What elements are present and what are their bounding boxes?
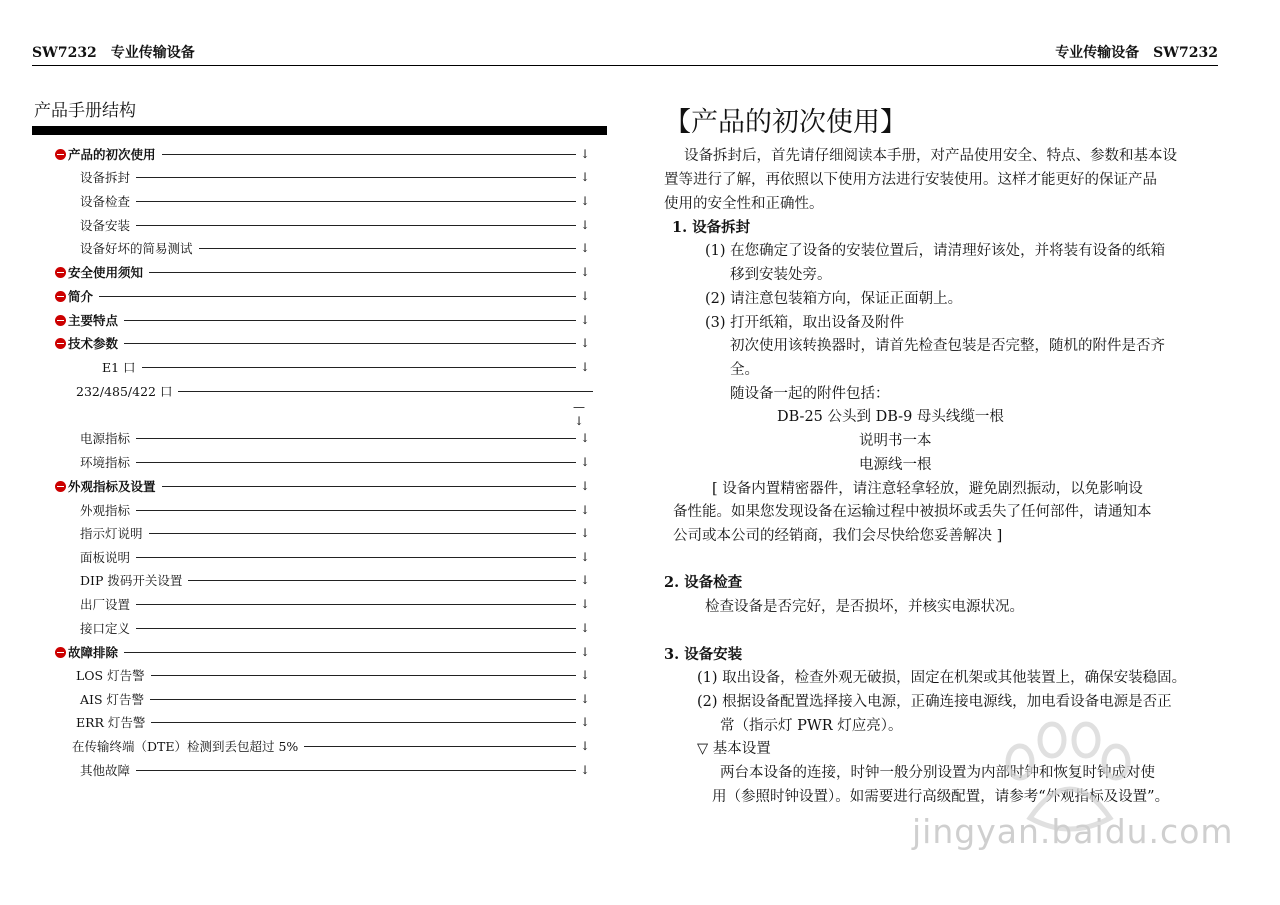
toc-page-arrow: ↓ [580,265,591,279]
toc-item-label: 在传输终端（DTE）检测到丢包超过 5% [72,739,299,754]
header-right: 专业传输设备 SW7232 [1055,45,1218,61]
toc-item-label: 面板说明 [80,550,131,565]
toc-title: 产品手册结构 [34,101,136,121]
toc-item-label: 设备检查 [80,194,131,209]
toc-page-arrow: ↓ [580,455,591,469]
s1-accessory-2: 说明书一本 [859,433,932,449]
s3-item-1: (1) 取出设备，检查外观无破损，固定在机架或其他装置上，确保安装稳固。 [697,670,1187,686]
s3-item-2a: (2) 根据设备配置选择接入电源，正确连接电源线，加电看设备电源是否正 [697,694,1172,710]
toc-leader-line [99,296,576,297]
s3-basic-line-1: 两台本设备的连接，时钟一般分别设置为内部时钟和恢复时钟成对使 [720,765,1155,781]
s3-basic-title: ▽ 基本设置 [697,741,771,757]
header-left: SW7232 专业传输设备 [32,45,195,61]
toc-leader-line [162,486,576,487]
toc-item[interactable] [76,400,590,428]
toc-item-label: LOS 灯告警 [76,668,145,683]
section-1-title: 1. 设备拆封 [672,219,751,236]
toc-leader-line [136,225,576,226]
toc-leader-line [136,462,576,463]
toc-leader-line [136,628,576,629]
toc-item[interactable] [55,262,590,282]
toc-item-label: 简介 [68,289,94,304]
s1-item-1b: 移到安装处旁。 [730,267,832,283]
s1-note-3: 公司或本公司的经销商，我们会尽快给您妥善解决 ] [673,528,1003,544]
toc-item-label: DIP 拨码开关设置 [80,573,183,588]
toc-leader-line [142,367,576,368]
toc-page-arrow: ↓ [580,621,591,635]
toc-leader-line [151,722,576,723]
collapse-minus-icon[interactable] [55,315,66,326]
toc-leader-line [188,580,576,581]
toc-item[interactable] [80,689,590,709]
toc-item[interactable] [80,167,590,187]
toc-leader-line [124,320,576,321]
s1-item-3b: 全。 [730,362,759,378]
s3-basic-line-2: 用（参照时钟设置）。如需要进行高级配置，请参考“外观指标及设置”。 [712,789,1170,805]
toc-item-label: E1 口 [102,360,136,375]
toc-item-label: 外观指标及设置 [68,479,156,494]
toc-leader-line [136,201,576,202]
s1-item-3a: 初次使用该转换器时，请首先检查包装是否完整，随机的附件是否齐 [730,338,1165,354]
toc-item-label: 外观指标 [80,503,131,518]
s1-note-2: 备性能。如果您发现设备在运输过程中被损坏或丢失了任何部件，请通知本 [673,504,1152,520]
collapse-minus-icon[interactable] [55,291,66,302]
toc-page-arrow: ↓ [580,739,591,753]
toc-item-label: 安全使用须知 [68,265,144,280]
toc-title-bar [32,126,607,135]
collapse-minus-icon[interactable] [55,338,66,349]
toc-item[interactable] [55,333,590,353]
toc-item-label: 电源指标 [80,431,131,446]
toc-leader-line [304,746,576,747]
toc-item[interactable] [55,476,590,496]
toc-leader-line [151,675,576,676]
toc-leader-line [150,699,576,700]
toc-leader-line [136,438,576,439]
header-divider [32,65,1218,66]
toc-page-arrow: ↓ [580,503,591,517]
toc-leader-line [136,510,576,511]
toc-page-arrow: —↓ [573,400,585,428]
intro-line-2: 置等进行了解，再依照以下使用方法进行安装使用。这样才能更好的保证产品 [664,172,1157,188]
s1-item-3: (3) 打开纸箱，取出设备及附件 [705,315,905,331]
toc-item[interactable] [76,381,593,401]
toc-leader-line [136,177,576,178]
intro-line-1: 设备拆封后，首先请仔细阅读本手册，对产品使用安全、特点、参数和基本设 [684,148,1177,164]
toc-page-arrow: ↓ [580,479,591,493]
toc-item[interactable] [80,191,590,211]
toc-item[interactable] [80,760,590,780]
toc-item-label: 232/485/422 口 [76,384,173,399]
toc-item-label: 出厂设置 [80,597,131,612]
toc-item[interactable] [80,570,590,590]
collapse-minus-icon[interactable] [55,481,66,492]
toc-page-arrow: ↓ [580,526,591,540]
toc-page-arrow: ↓ [580,336,591,350]
collapse-minus-icon[interactable] [55,267,66,278]
toc-page-arrow: ↓ [580,763,591,777]
toc-item-label: 设备安装 [80,218,131,233]
toc-item-label: 主要特点 [68,313,119,328]
s1-note-1: [ 设备内置精密器件，请注意轻拿轻放，避免剧烈振动，以免影响设 [712,481,1143,497]
toc-leader-line [162,154,576,155]
toc-item[interactable] [80,500,590,520]
s1-accessory-3: 电源线一根 [859,457,932,473]
toc-item[interactable] [80,238,590,258]
toc-item-label: AIS 灯告警 [80,692,145,707]
toc-item[interactable] [80,594,590,614]
toc-leader-line [124,343,576,344]
toc-page-arrow: ↓ [580,573,591,587]
toc-item[interactable] [55,144,590,164]
toc-page-arrow: ↓ [580,241,591,255]
toc-leader-line [178,391,593,392]
toc-leader-line [136,557,576,558]
toc-item[interactable] [80,452,590,472]
intro-line-3: 使用的安全性和正确性。 [664,196,824,212]
toc-item-label: ERR 灯告警 [76,715,146,730]
toc-leader-line [124,652,576,653]
toc-page-arrow: ↓ [580,550,591,564]
toc-page-arrow: ↓ [580,715,591,729]
toc-page-arrow: ↓ [580,597,591,611]
section-2-title: 2. 设备检查 [664,574,743,591]
toc-item[interactable] [80,215,590,235]
toc-leader-line [136,604,576,605]
s3-item-2b: 常（指示灯 PWR 灯应亮）。 [720,718,903,734]
page-title: 【产品的初次使用】 [664,107,907,138]
toc-page-arrow: ↓ [580,289,591,303]
toc-item[interactable] [55,310,590,330]
toc-item-label: 设备好坏的简易测试 [80,241,193,256]
toc-leader-line [149,533,576,534]
toc-item[interactable] [102,357,590,377]
toc-item-label: 故障排除 [68,645,119,660]
toc-item[interactable] [72,736,590,756]
toc-item[interactable] [80,618,590,638]
toc-item-label: 指示灯说明 [80,526,143,541]
toc-page-arrow: ↓ [580,692,591,706]
toc-item[interactable] [55,642,590,662]
toc-page-arrow: ↓ [580,147,591,161]
toc-item-label: 接口定义 [80,621,131,636]
toc-item[interactable] [76,712,590,732]
toc-page-arrow: ↓ [580,313,591,327]
toc-page-arrow: ↓ [580,431,591,445]
toc-page-arrow: ↓ [580,360,591,374]
toc-item[interactable] [55,286,590,306]
toc-item-label: 设备拆封 [80,170,131,185]
s1-item-2: (2) 请注意包装箱方向，保证正面朝上。 [705,291,963,307]
toc-leader-line [199,248,576,249]
toc-item[interactable] [80,547,590,567]
s1-item-1a: (1) 在您确定了设备的安装位置后，请清理好该处，并将装有设备的纸箱 [705,243,1166,259]
toc-item[interactable] [80,428,590,448]
toc-page-arrow: ↓ [580,194,591,208]
toc-page-arrow: ↓ [580,218,591,232]
toc-leader-line [149,272,576,273]
toc-item[interactable] [76,665,590,685]
toc-item[interactable] [80,523,590,543]
collapse-minus-icon[interactable] [55,647,66,658]
toc-page-arrow: ↓ [580,170,591,184]
toc-item-label: 产品的初次使用 [68,147,156,162]
s2-text: 检查设备是否完好，是否损坏，并核实电源状况。 [705,599,1024,615]
toc-item-label: 环境指标 [80,455,131,470]
section-3-title: 3. 设备安装 [664,646,743,663]
toc-item-label: 技术参数 [68,336,119,351]
s1-accessories-title: 随设备一起的附件包括： [730,386,890,402]
s1-accessory-1: DB-25 公头到 DB-9 母头线缆一根 [777,409,1004,425]
collapse-minus-icon[interactable] [55,149,66,160]
toc-leader-line [136,770,576,771]
toc-page-arrow: ↓ [580,668,591,682]
toc-page-arrow: ↓ [580,645,591,659]
toc-item-label: 其他故障 [80,763,131,778]
watermark-text: jingyan.baidu.com [912,812,1234,851]
